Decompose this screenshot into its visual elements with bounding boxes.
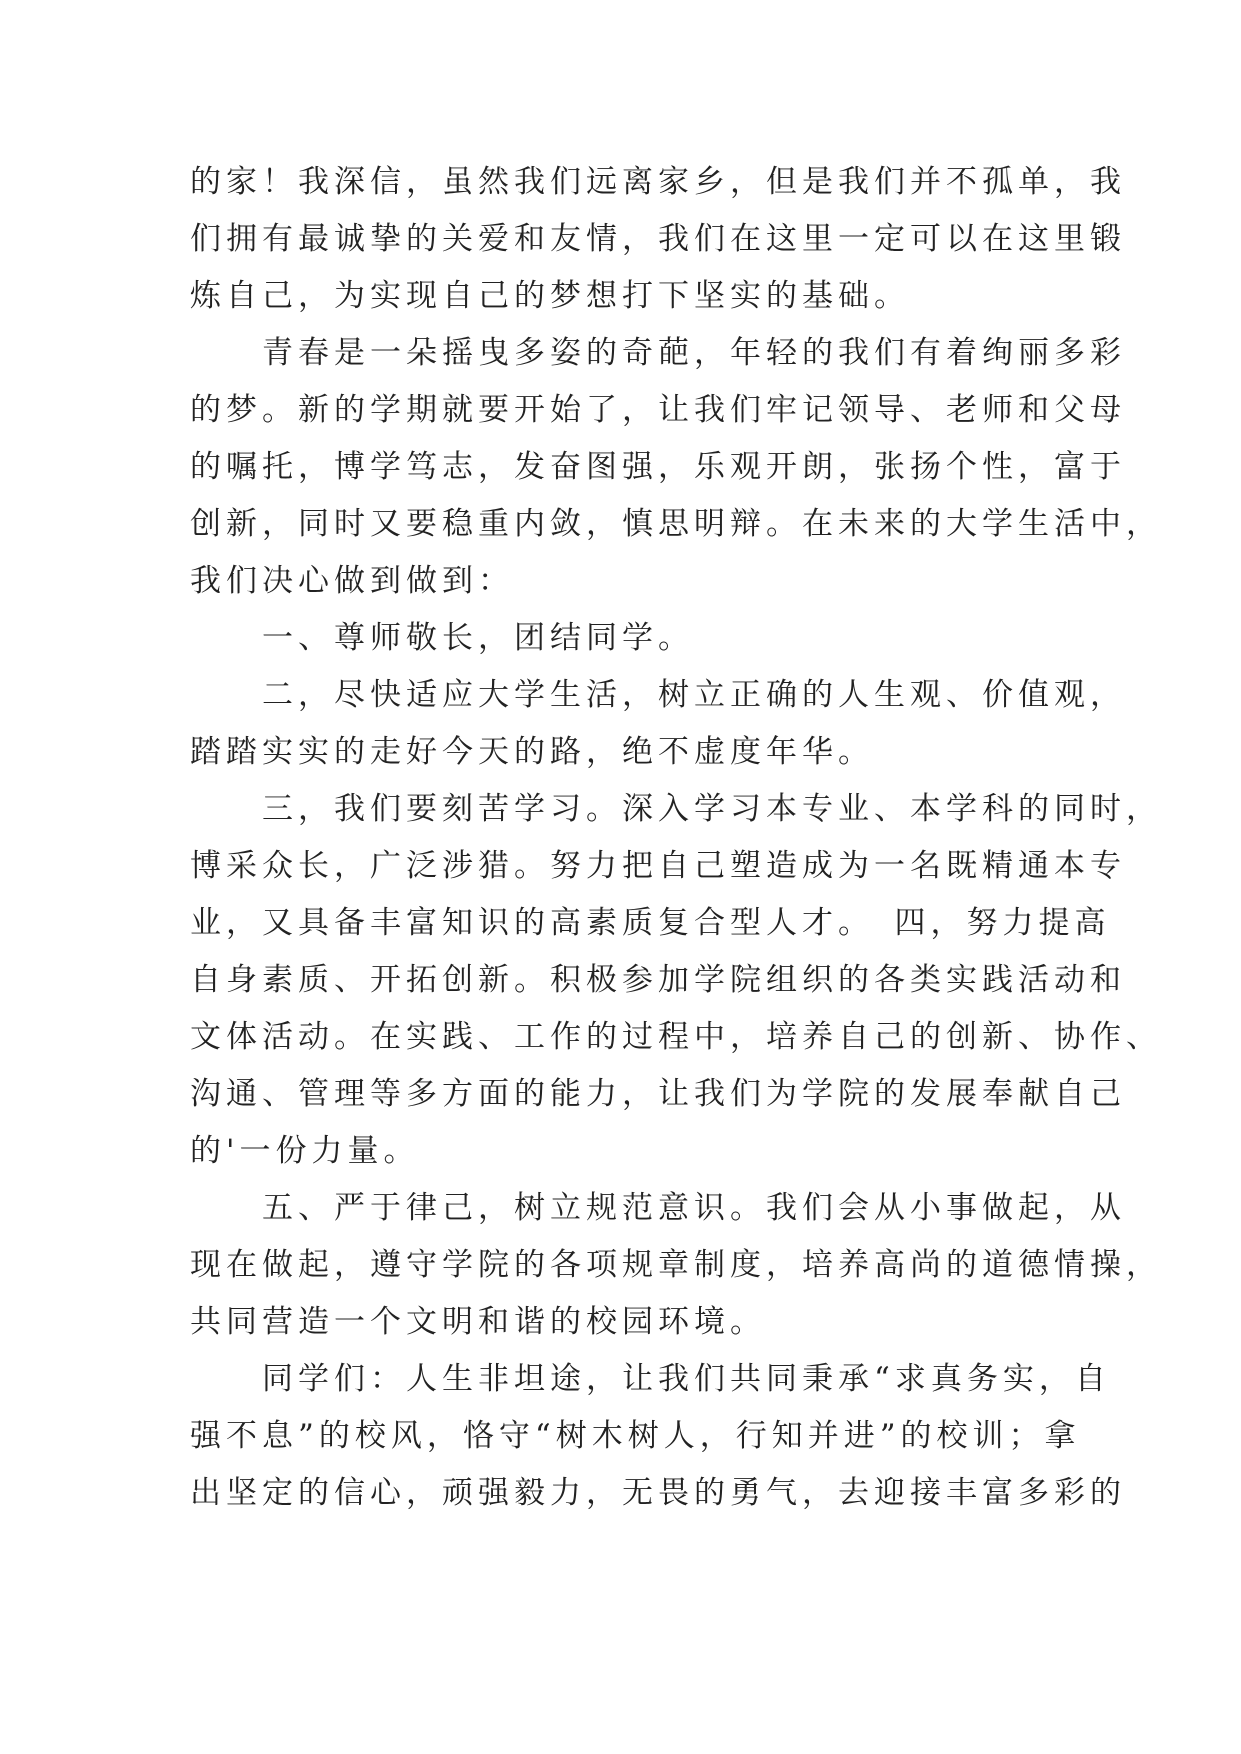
text-line: 业，又具备丰富知识的高素质复合型人才。 四，努力提高 bbox=[190, 905, 1111, 941]
text-line: 炼自己，为实现自己的梦想打下坚实的基础。 bbox=[190, 278, 910, 314]
text-line: 的梦。新的学期就要开始了，让我们牢记领导、老师和父母 bbox=[190, 392, 1126, 428]
text-line: 博采众长，广泛涉猎。努力把自己塑造成为一名既精通本专 bbox=[190, 848, 1126, 884]
text-line: 青春是一朵摇曳多姿的奇葩，年轻的我们有着绚丽多彩 bbox=[190, 335, 1126, 371]
body-text bbox=[190, 154, 1162, 1522]
text-line: 强不息”的校风，恪守“树木树人，行知并进”的校训；拿 bbox=[190, 1418, 1081, 1454]
text-line: 二，尽快适应大学生活，树立正确的人生观、价值观， bbox=[190, 677, 1126, 713]
text-line: 三，我们要刻苦学习。深入学习本专业、本学科的同时， bbox=[190, 791, 1162, 827]
text-line: 的嘱托，博学笃志，发奋图强，乐观开朗，张扬个性，富于 bbox=[190, 449, 1126, 485]
text-line: 的'一份力量。 bbox=[190, 1133, 420, 1169]
text-line: 我们决心做到做到： bbox=[190, 563, 514, 599]
text-line: 共同营造一个文明和谐的校园环境。 bbox=[190, 1304, 766, 1340]
text-line: 五、严于律己，树立规范意识。我们会从小事做起，从 bbox=[190, 1190, 1126, 1226]
text-line: 的家！我深信，虽然我们远离家乡，但是我们并不孤单，我 bbox=[190, 164, 1126, 200]
text-line: 一、尊师敬长，团结同学。 bbox=[190, 620, 694, 656]
text-line: 同学们：人生非坦途，让我们共同秉承“求真务实，自 bbox=[190, 1361, 1111, 1397]
text-line: 沟通、管理等多方面的能力，让我们为学院的发展奉献自己 bbox=[190, 1076, 1126, 1112]
text-line: 创新，同时又要稳重内敛，慎思明辩。在未来的大学生活中， bbox=[190, 506, 1162, 542]
text-line: 踏踏实实的走好今天的路，绝不虚度年华。 bbox=[190, 734, 874, 770]
text-line: 自身素质、开拓创新。积极参加学院组织的各类实践活动和 bbox=[190, 962, 1126, 998]
text-line: 出坚定的信心，顽强毅力，无畏的勇气，去迎接丰富多彩的 bbox=[190, 1475, 1126, 1511]
text-line: 文体活动。在实践、工作的过程中，培养自己的创新、协作、 bbox=[190, 1019, 1162, 1055]
text-line: 们拥有最诚挚的关爱和友情，我们在这里一定可以在这里锻 bbox=[190, 221, 1126, 257]
text-line: 现在做起，遵守学院的各项规章制度，培养高尚的道德情操， bbox=[190, 1247, 1162, 1283]
